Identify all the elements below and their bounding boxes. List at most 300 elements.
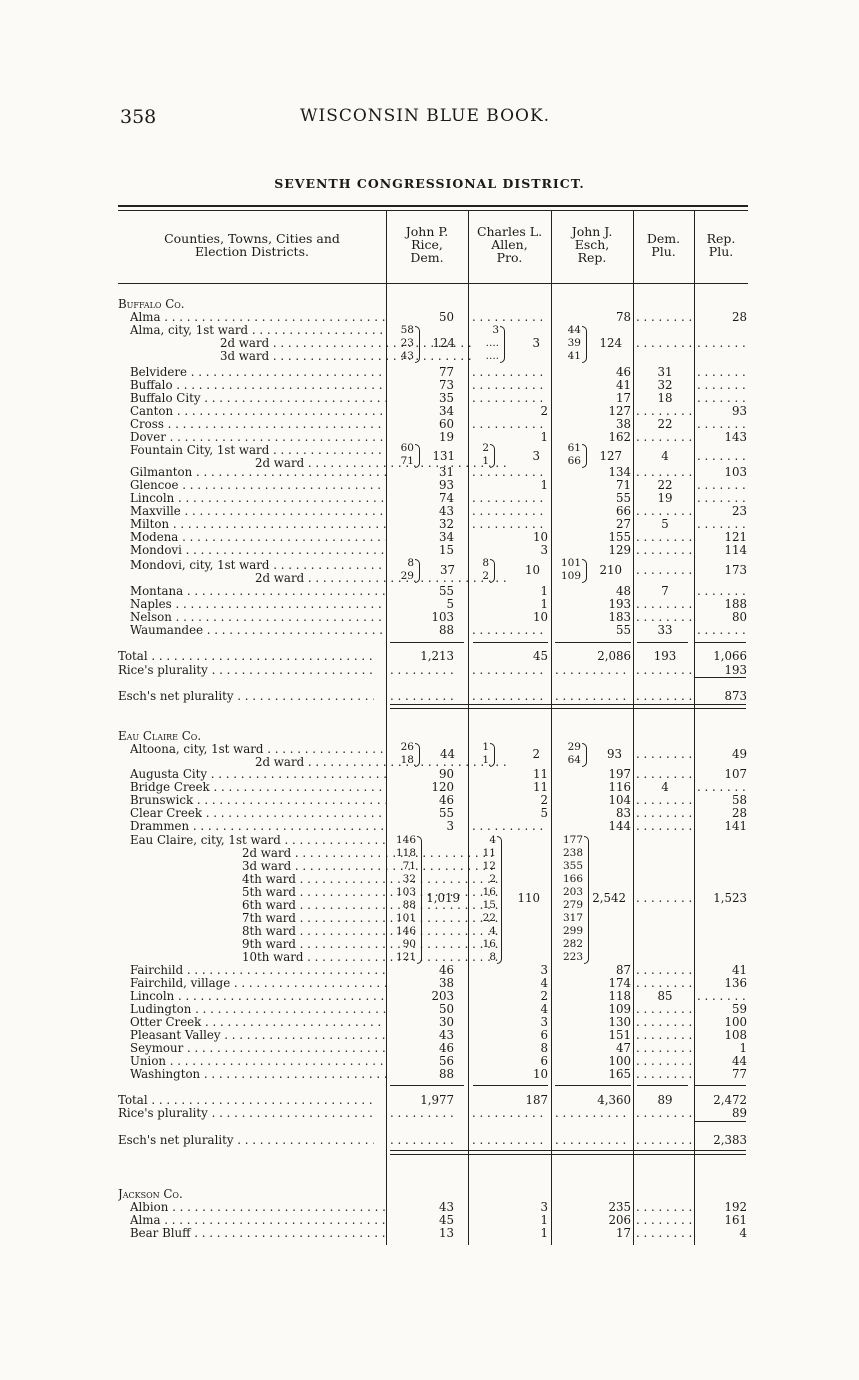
cell-esch: [555, 1134, 631, 1147]
cell-allen: 11: [532, 780, 548, 794]
ward-value: 71: [402, 860, 416, 872]
table-row: [118, 1042, 748, 1055]
row-label: Rice's plurality . . .: [118, 1107, 374, 1120]
cell-allen: [472, 311, 548, 324]
ward-total: 3: [532, 336, 540, 350]
ward-label: 9th ward . . .: [242, 938, 498, 951]
cell-esch: 48: [615, 584, 631, 598]
ward-value: 2: [482, 570, 489, 582]
row-label: Belvidere . . .: [130, 366, 386, 379]
row-label: Alma, city, 1st ward . . .: [130, 324, 386, 337]
cell-rep: 873: [724, 689, 747, 703]
ward-value: 8: [482, 557, 489, 569]
cell-esch: 118: [608, 989, 631, 1003]
cell-dem: 22: [657, 478, 673, 492]
ward-value: 4: [489, 925, 496, 937]
ward-value: ....: [485, 337, 499, 349]
row-label: Gilmanton . . .: [130, 466, 386, 479]
ward-value: 58: [400, 324, 414, 336]
ward-total: 10: [524, 563, 540, 577]
cell-dem: [636, 794, 694, 807]
cell-rep: [697, 379, 747, 392]
cell-esch: 38: [615, 417, 631, 431]
plurality-row: [118, 450, 748, 463]
ward-value: 60: [400, 442, 414, 454]
ward-total: 2,542: [592, 891, 626, 905]
cell-rep: 103: [724, 465, 747, 479]
leader-dots: [697, 450, 747, 463]
table-row: [118, 1003, 748, 1016]
cell-esch: [555, 690, 631, 703]
ward-value: 90: [402, 938, 416, 950]
row-label: Total . . .: [118, 650, 374, 663]
cell-dem: [636, 1042, 694, 1055]
row-label: Ludington . . .: [130, 1003, 386, 1016]
ward-value: 103: [395, 886, 416, 898]
ward-value: 1: [482, 754, 489, 766]
cell-rep: 192: [724, 1200, 747, 1214]
table-row: [118, 1134, 748, 1147]
ward-value: 355: [562, 860, 583, 872]
row-label: Drammen . . .: [130, 820, 386, 833]
cell-rice: 74: [438, 491, 454, 505]
ward-value: 11: [482, 847, 496, 859]
table-row: [118, 466, 748, 479]
cell-rice: 31: [438, 465, 454, 479]
cell-dem: 19: [657, 491, 673, 505]
table-row: [118, 544, 748, 557]
ward-value: 64: [567, 754, 581, 766]
ward-value: 299: [562, 925, 583, 937]
rule: [473, 642, 548, 643]
cell-allen: [472, 492, 548, 505]
ward-value: 118: [395, 847, 416, 859]
page-number: 358: [120, 106, 157, 128]
row-label: Dover . . .: [130, 431, 386, 444]
cell-dem: [636, 598, 694, 611]
ward-row: [118, 350, 748, 363]
cell-rep: 143: [724, 430, 747, 444]
cell-rep: 1,523: [713, 891, 747, 905]
cell-rice: 46: [438, 793, 454, 807]
cell-allen: 3: [540, 963, 548, 977]
ward-value: 282: [562, 938, 583, 950]
ward-total: 124: [432, 336, 455, 350]
cell-rice: 120: [431, 780, 454, 794]
row-label: Lincoln . . .: [130, 492, 386, 505]
cell-rep: 193: [724, 663, 747, 677]
rule: [694, 642, 746, 643]
row-label: Brunswick . . .: [130, 794, 386, 807]
rule: [694, 1085, 746, 1086]
cell-rice: 93: [438, 478, 454, 492]
header-bottom-rule: [118, 283, 748, 284]
cell-rep: 23: [731, 504, 747, 518]
leader-dots: [636, 337, 694, 350]
cell-allen: [472, 690, 548, 703]
ward-value: 18: [400, 754, 414, 766]
table-title: SEVENTH CONGRESSIONAL DISTRICT.: [274, 176, 585, 191]
rule: [555, 1085, 631, 1086]
row-label: Bear Bluff . . .: [130, 1227, 386, 1240]
cell-esch: 193: [608, 597, 631, 611]
table-top-rule: [118, 205, 748, 207]
ward-label: 6th ward . . .: [242, 899, 498, 912]
cell-esch: 162: [608, 430, 631, 444]
cell-dem: [636, 1055, 694, 1068]
ward-value: 1: [482, 741, 489, 753]
cell-esch: 174: [608, 976, 631, 990]
running-title: WISCONSIN BLUE BOOK.: [300, 106, 551, 126]
rule: [390, 704, 746, 705]
cell-rep: 44: [731, 1054, 747, 1068]
cell-rep: 100: [724, 1015, 747, 1029]
row-label: Bridge Creek . . .: [130, 781, 386, 794]
cell-rice: 43: [438, 1028, 454, 1042]
cell-rep: 4: [739, 1226, 747, 1240]
rule: [390, 1150, 746, 1151]
header-dem-plurality: Dem. Plu.: [646, 231, 681, 259]
ward-value: 121: [395, 951, 416, 963]
table-row: [118, 990, 748, 1003]
ward-total: 93: [606, 747, 622, 761]
cell-esch: 109: [608, 1002, 631, 1016]
leader-dots: [636, 892, 694, 905]
county-name: Buffalo Co.: [118, 298, 185, 311]
cell-rice: 19: [438, 430, 454, 444]
cell-rep: 89: [731, 1106, 747, 1120]
cell-rice: 203: [431, 989, 454, 1003]
table-row: [118, 690, 748, 703]
table-row: [118, 964, 748, 977]
cell-allen: 1: [540, 1226, 548, 1240]
cell-allen: 6: [540, 1054, 548, 1068]
cell-rep: 80: [731, 610, 747, 624]
row-label: Modena . . .: [130, 531, 386, 544]
header-esch: John J. Esch, Rep.: [571, 224, 613, 265]
cell-esch: 134: [608, 465, 631, 479]
cell-rice: 35: [438, 391, 454, 405]
cell-rep: 141: [724, 819, 747, 833]
table-row: [118, 781, 748, 794]
ward-value: 1: [482, 455, 489, 467]
cell-allen: 1: [540, 1213, 548, 1227]
cell-dem: [636, 431, 694, 444]
cell-dem: [636, 964, 694, 977]
cell-rep: 41: [731, 963, 747, 977]
table-row: [118, 518, 748, 531]
table-row: [118, 664, 748, 677]
cell-esch: 47: [615, 1041, 631, 1055]
cell-rep: 2,383: [713, 1133, 747, 1147]
table-row: [118, 405, 748, 418]
cell-rice: 46: [438, 1041, 454, 1055]
row-label: Total . . .: [118, 1094, 374, 1107]
cell-allen: [472, 820, 548, 833]
cell-esch: [555, 664, 631, 677]
ward-value: 109: [560, 570, 581, 582]
cell-dem: 31: [657, 365, 673, 379]
cell-rice: 43: [438, 504, 454, 518]
row-label: Glencoe . . .: [130, 479, 386, 492]
ward-value: 2: [489, 873, 496, 885]
ward-value: 8: [407, 557, 414, 569]
cell-dem: 4: [661, 780, 669, 794]
cell-rep: 1,066: [713, 649, 747, 663]
leader-dots: [636, 564, 694, 577]
rule: [390, 1154, 746, 1155]
cell-allen: 45: [532, 649, 548, 663]
cell-rice: 46: [438, 963, 454, 977]
cell-allen: 3: [540, 1200, 548, 1214]
ward-value: 4: [489, 834, 496, 846]
cell-allen: 11: [532, 767, 548, 781]
cell-rep: [697, 366, 747, 379]
cell-rice: [390, 690, 454, 703]
cell-allen: [472, 505, 548, 518]
ward-label: 2d ward . . .: [220, 337, 476, 350]
cell-esch: [555, 1107, 631, 1120]
ward-total: 210: [599, 563, 622, 577]
ward-total: 3: [532, 449, 540, 463]
cell-rice: [390, 664, 454, 677]
ward-value: ....: [485, 350, 499, 362]
cell-dem: 89: [657, 1093, 673, 1107]
row-label: Altoona, city, 1st ward . . .: [130, 743, 386, 756]
cell-dem: 18: [657, 391, 673, 405]
cell-rep: 108: [724, 1028, 747, 1042]
header-allen: Charles L. Allen, Pro.: [476, 224, 543, 265]
row-label: Montana . . .: [130, 585, 386, 598]
ward-value: 44: [567, 324, 581, 336]
row-label: Mondovi . . .: [130, 544, 386, 557]
table-row: [118, 807, 748, 820]
cell-allen: 1: [540, 597, 548, 611]
cell-rep: [697, 624, 747, 637]
cell-esch: 183: [608, 610, 631, 624]
cell-allen: 6: [540, 1028, 548, 1042]
ward-value: 12: [482, 860, 496, 872]
cell-esch: 127: [608, 404, 631, 418]
cell-rice: 30: [438, 1015, 454, 1029]
cell-rep: 2,472: [713, 1093, 747, 1107]
cell-allen: [472, 664, 548, 677]
rule: [694, 1121, 746, 1122]
cell-esch: 41: [615, 378, 631, 392]
cell-dem: 33: [657, 623, 673, 637]
cell-rice: 88: [438, 623, 454, 637]
cell-allen: 3: [540, 1015, 548, 1029]
cell-allen: 1: [540, 584, 548, 598]
rule: [473, 1085, 548, 1086]
cell-dem: 5: [661, 517, 669, 531]
ward-row: [118, 912, 748, 925]
cell-rep: 28: [731, 310, 747, 324]
ward-row: [118, 860, 748, 873]
cell-esch: 83: [615, 806, 631, 820]
cell-rep: 1: [739, 1041, 747, 1055]
ward-value: 32: [402, 873, 416, 885]
cell-dem: [636, 690, 694, 703]
page-header: [0, 106, 859, 130]
cell-rep: 121: [724, 530, 747, 544]
row-label: Clear Creek . . .: [130, 807, 386, 820]
table-row: [118, 392, 748, 405]
cell-rice: 50: [438, 1002, 454, 1016]
ward-total: 124: [599, 336, 622, 350]
plurality-row: [118, 892, 748, 905]
row-label: Augusta City . . .: [130, 768, 386, 781]
cell-esch: 235: [608, 1200, 631, 1214]
cell-allen: [472, 392, 548, 405]
cell-esch: 55: [615, 623, 631, 637]
cell-allen: 10: [532, 610, 548, 624]
cell-esch: 46: [615, 365, 631, 379]
cell-allen: 4: [540, 976, 548, 990]
ward-value: 101: [395, 912, 416, 924]
table-row: [118, 1094, 748, 1107]
cell-rice: 34: [438, 530, 454, 544]
cell-rep: 161: [724, 1213, 747, 1227]
rule: [390, 708, 746, 709]
cell-esch: 116: [608, 780, 631, 794]
cell-esch: 104: [608, 793, 631, 807]
cell-rice: 90: [438, 767, 454, 781]
ward-total: 44: [439, 747, 455, 761]
row-label: Eau Claire, city, 1st ward . . .: [130, 834, 386, 847]
row-label: Waumandee . . .: [130, 624, 386, 637]
cell-esch: 66: [615, 504, 631, 518]
row-label: Seymour . . .: [130, 1042, 386, 1055]
row-label: Esch's net plurality . . .: [118, 690, 374, 703]
ward-total: 37: [439, 563, 455, 577]
cell-rice: 77: [438, 365, 454, 379]
ward-row: [118, 834, 748, 847]
cell-dem: [636, 1201, 694, 1214]
table-top-rule-inner: [118, 210, 748, 211]
cell-allen: 187: [525, 1093, 548, 1107]
cell-rice: 45: [438, 1213, 454, 1227]
table-row: [118, 1029, 748, 1042]
table-row: [118, 1214, 748, 1227]
table-row: [118, 1201, 748, 1214]
cell-esch: 55: [615, 491, 631, 505]
row-label: Nelson . . .: [130, 611, 386, 624]
cell-rice: 56: [438, 1054, 454, 1068]
cell-esch: 4,360: [597, 1093, 631, 1107]
ward-value: 22: [482, 912, 496, 924]
rule: [637, 642, 688, 643]
cell-dem: 85: [657, 989, 673, 1003]
ward-value: 39: [567, 337, 581, 349]
cell-dem: 22: [657, 417, 673, 431]
county-heading: [118, 1188, 748, 1201]
leader-dots: [697, 337, 747, 350]
cell-allen: 2: [540, 793, 548, 807]
table-row: [118, 531, 748, 544]
cell-rice: 1,977: [420, 1093, 454, 1107]
cell-esch: 206: [608, 1213, 631, 1227]
ward-value: 61: [567, 442, 581, 454]
row-label: Canton . . .: [130, 405, 386, 418]
table-row: [118, 379, 748, 392]
ward-value: 66: [567, 455, 581, 467]
ward-value: 71: [400, 455, 414, 467]
ward-label: 7th ward . . .: [242, 912, 498, 925]
header-rice: John P. Rice, Dem.: [405, 224, 449, 265]
rule: [390, 1085, 464, 1086]
cell-dem: [636, 531, 694, 544]
table-row: [118, 585, 748, 598]
row-label: Rice's plurality . . .: [118, 664, 374, 677]
cell-esch: 155: [608, 530, 631, 544]
ward-label: 3d ward . . .: [220, 350, 476, 363]
ward-value: 238: [562, 847, 583, 859]
cell-esch: 71: [615, 478, 631, 492]
cell-dem: [636, 1003, 694, 1016]
cell-rice: 5: [446, 597, 454, 611]
cell-dem: [636, 820, 694, 833]
ward-value: 8: [489, 951, 496, 963]
cell-allen: 10: [532, 530, 548, 544]
election-returns-table: [118, 205, 748, 1245]
cell-rep: 173: [724, 563, 747, 577]
row-label: Alma . . .: [130, 1214, 386, 1227]
cell-esch: 27: [615, 517, 631, 531]
cell-rep: 49: [731, 747, 747, 761]
cell-esch: 17: [615, 391, 631, 405]
ward-total: 1,019: [426, 891, 460, 905]
row-label: Alma . . .: [130, 311, 386, 324]
cell-rice: 1,213: [420, 649, 454, 663]
cell-allen: 3: [540, 543, 548, 557]
cell-rice: 55: [438, 584, 454, 598]
table-row: [118, 650, 748, 663]
cell-rep: [697, 479, 747, 492]
ward-row: [118, 847, 748, 860]
table-row: [118, 794, 748, 807]
cell-allen: [472, 466, 548, 479]
ward-label: 2d ward . . .: [255, 572, 511, 585]
county-heading: [118, 730, 748, 743]
plurality-row: [118, 564, 748, 577]
cell-dem: [636, 1134, 694, 1147]
cell-rep: 114: [724, 543, 747, 557]
ward-value: 16: [482, 938, 496, 950]
cell-rice: 34: [438, 404, 454, 418]
cell-esch: 129: [608, 543, 631, 557]
leader-dots: [636, 748, 694, 761]
rule: [694, 677, 746, 678]
cell-rep: 188: [724, 597, 747, 611]
cell-allen: 2: [540, 404, 548, 418]
table-row: [118, 366, 748, 379]
row-label: Buffalo City . . .: [130, 392, 386, 405]
rule: [637, 1085, 688, 1086]
ward-value: 3: [492, 324, 499, 336]
ward-label: 8th ward . . .: [242, 925, 498, 938]
table-row: [118, 418, 748, 431]
cell-rice: [390, 1134, 454, 1147]
ward-row: [118, 938, 748, 951]
cell-allen: 10: [532, 1067, 548, 1081]
ward-row: [118, 925, 748, 938]
row-label: Washington . . .: [130, 1068, 386, 1081]
ward-value: 29: [400, 570, 414, 582]
county-heading: [118, 298, 748, 311]
cell-esch: 17: [615, 1226, 631, 1240]
cell-rice: 60: [438, 417, 454, 431]
